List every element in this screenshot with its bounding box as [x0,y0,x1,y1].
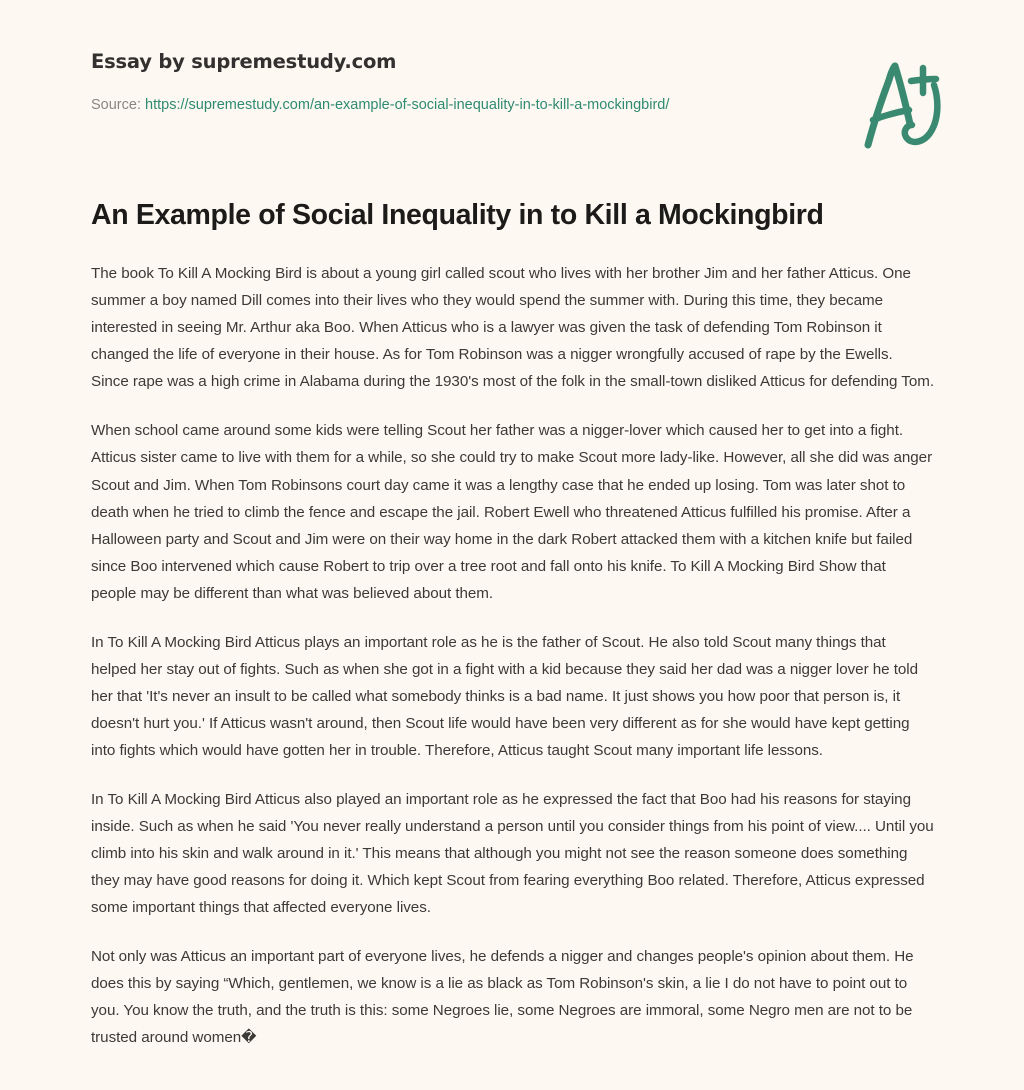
paragraph: Not only was Atticus an important part of everyone lives, he defends a nigger and changes people's opinion about them. He does this by saying “Which, gentlemen, we know is a lie as black as Tom Robinson's skin, a lie I do not have to point out to you. You know the truth, and the truth is this: some Negroes lie, some Negroes are immoral, some Negro men are not to be trusted around women� [91,948,914,1047]
source-label: Source: [91,97,141,114]
a-plus-logo-icon [846,52,956,162]
source-url-link[interactable]: https://supremestudy.com/an-example-of-social-inequality-in-to-kill-a-mockingbird/ [145,97,670,114]
paragraph: The book To Kill A Mocking Bird is about a young girl called scout who lives with her brother Jim and her father Atticus. One summer a boy named Dill comes into their lives who they would spend the summer with. During this time, they became interested in seeing Mr. Arthur aka Boo. When Atticus who is a lawyer was given the task of defending Tom Robinson it changed the life of everyone in their house. As for Tom Robinson was a nigger wrongfully accused of rape by the Ewells. Since rape was a high crime in Alabama during the 1930's most of the folk in the small-town disliked Atticus for defending Tom. [91,265,934,391]
essay-body [0,260,1024,1051]
page-title: An Example of Social Inequality in to Kill a Mockingbird [91,199,824,231]
paragraph: In To Kill A Mocking Bird Atticus also played an important role as he expressed the fact that Boo had his reasons for staying inside. Such as when he said 'You never really understand a person until you consider things from his point of view.... Until you climb into his skin and walk around in it.' This means that although you might not see the reason someone does something they may have good reasons for doing it. Which kept Scout from fearing everything Boo related. Therefore, Atticus expressed some important things that affected everyone lives. [91,790,934,917]
byline: Essay by supremestudy.com [91,50,397,73]
paragraph: When school came around some kids were telling Scout her father was a nigger-lover which caused her to get into a fight. Atticus sister came to live with them for a while, so she could try to make Scout more lady-like. However, all she did was anger Scout and Jim. When Tom Robinsons court day came it was a lengthy case that he ended up losing. Tom was later shot to death when he tried to climb the fence and escape the jail. Robert Ewell who threatened Atticus fulfilled his promise. After a Halloween party and Scout and Jim were on their way home in the dark Robert attacked them with a kitchen knife but failed since Boo intervened which cause Robert to trip over a tree root and fall onto his knife. To Kill A Mocking Bird Show that people may be different than what was believed about them. [91,422,933,602]
document-header [0,0,1024,145]
paragraph: In To Kill A Mocking Bird Atticus plays an important role as he is the father of Scout. He also told Scout many things that helped her stay out of fights. Such as when she got in a fight with a kid because they said her dad was a nigger lover he told her that 'It's never an insult to be called what somebody thinks is a bad name. It just shows you how poor that person is, it doesn't hurt you.' If Atticus wasn't around, then Scout life would have been very different as for she would have kept getting into fights which would have gotten her in trouble. Therefore, Atticus taught Scout many important life lessons. [91,633,918,759]
source-line [91,93,691,118]
